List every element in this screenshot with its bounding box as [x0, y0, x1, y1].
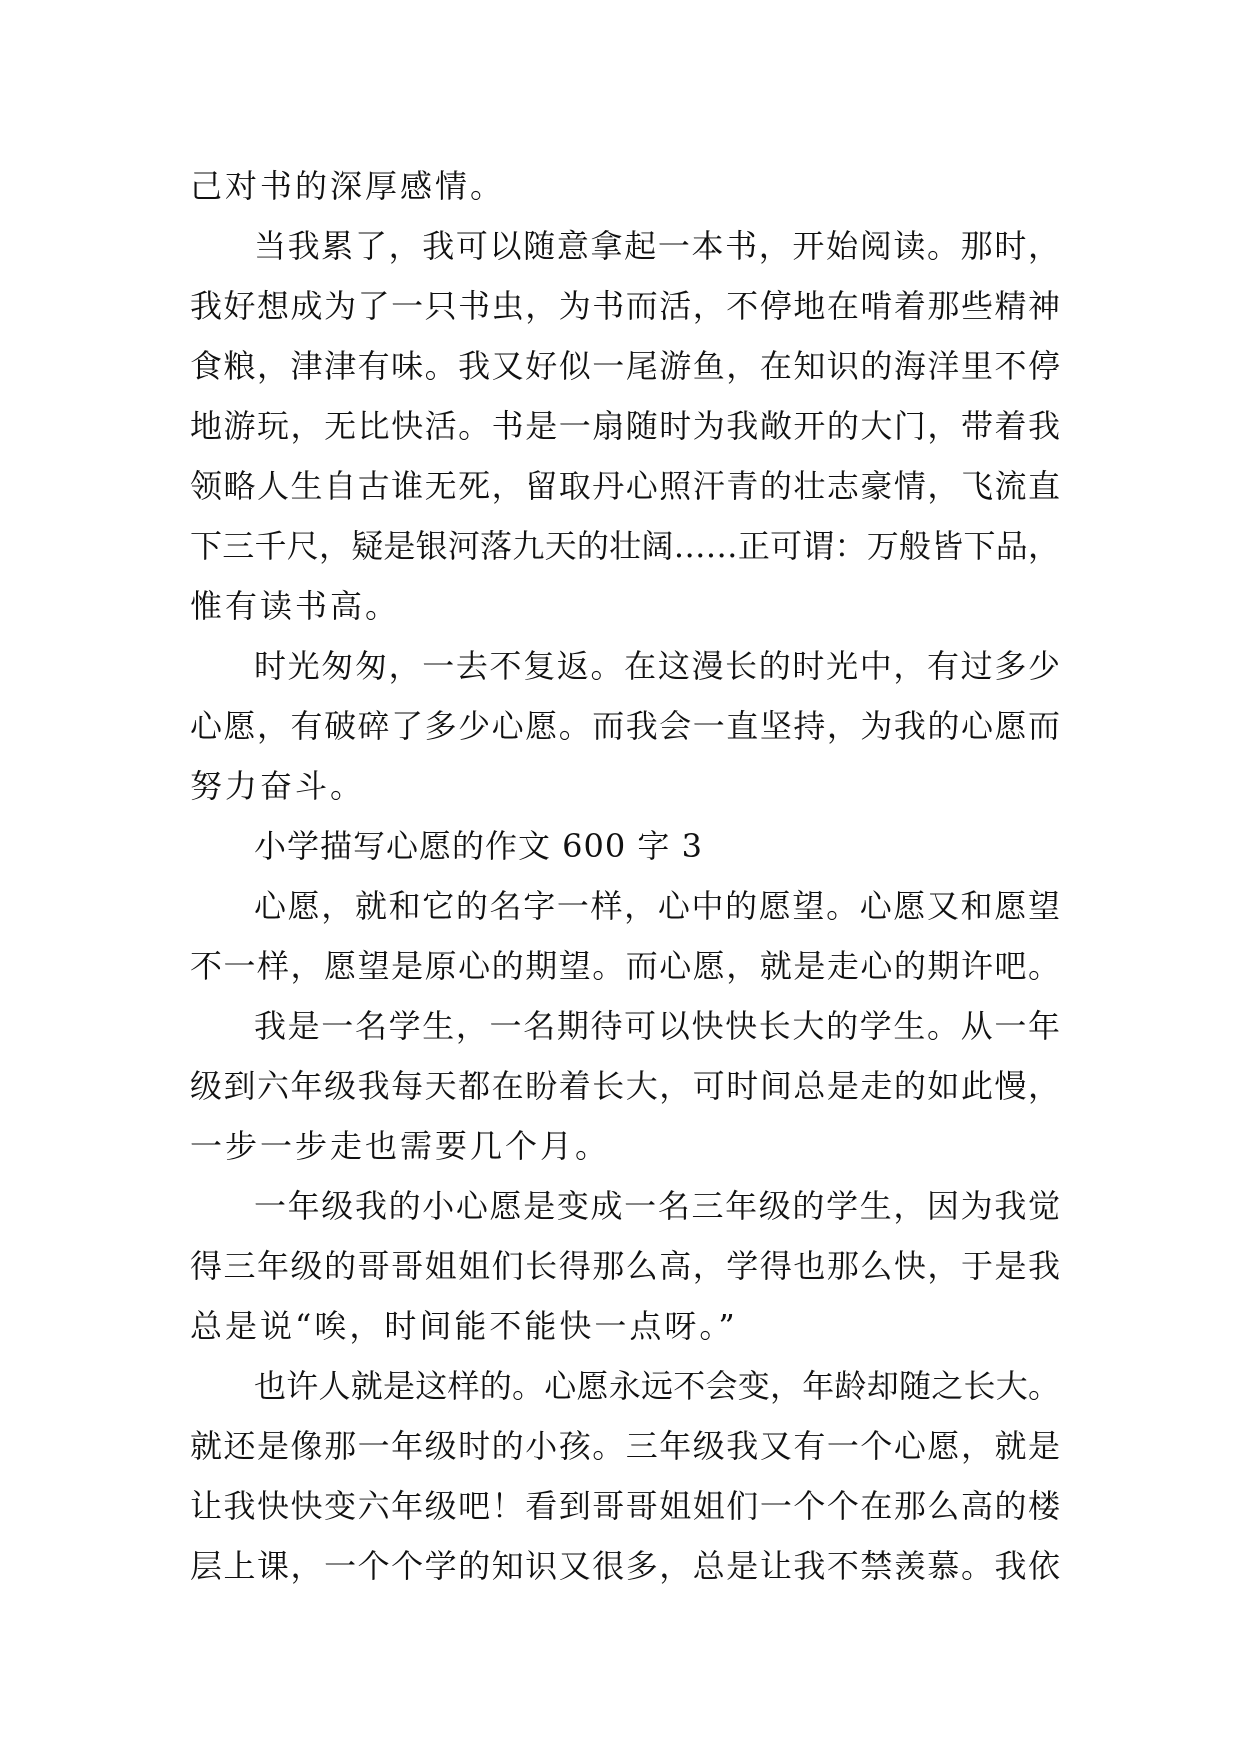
paragraph-first-line: 心愿，就和它的名字一样，心中的愿望。心愿又和愿望	[254, 887, 1060, 925]
text-line: 层上课，一个个学的知识又很多，总是让我不禁羡慕。我依	[190, 1547, 1060, 1585]
text-line: 领略人生自古谁无死，留取丹心照汗青的壮志豪情，飞流直	[190, 467, 1060, 505]
text-line: 食粮，津津有味。我又好似一尾游鱼，在知识的海洋里不停	[190, 347, 1060, 385]
paragraph-first-line: 也许人就是这样的。心愿永远不会变，年龄却随之长大。	[254, 1367, 1060, 1405]
text-line: 下三千尺，疑是银河落九天的壮阔……正可谓：万般皆下品，	[190, 527, 1060, 565]
text-line: 让我快快变六年级吧！看到哥哥姐姐们一个个在那么高的楼	[190, 1487, 1060, 1525]
text-line: 就还是像那一年级时的小孩。三年级我又有一个心愿，就是	[190, 1427, 1060, 1465]
paragraph-first-line: 当我累了，我可以随意拿起一本书，开始阅读。那时，	[254, 227, 1060, 265]
paragraph-first-line: 时光匆匆，一去不复返。在这漫长的时光中，有过多少	[254, 647, 1060, 685]
section-heading: 小学描写心愿的作文 600 字 3	[254, 827, 703, 865]
text-line: 地游玩，无比快活。书是一扇随时为我敞开的大门，带着我	[190, 407, 1060, 445]
text-line: 级到六年级我每天都在盼着长大，可时间总是走的如此慢，	[190, 1067, 1060, 1105]
text-line: 一步一步走也需要几个月。	[190, 1127, 611, 1165]
text-line: 努力奋斗。	[190, 767, 366, 805]
text-line: 总是说“唉，时间能不能快一点呀。”	[190, 1307, 738, 1345]
text-line: 心愿，有破碎了多少心愿。而我会一直坚持，为我的心愿而	[190, 707, 1060, 745]
text-line: 不一样，愿望是原心的期望。而心愿，就是走心的期许吧。	[190, 947, 1060, 985]
text-line: 惟有读书高。	[190, 587, 401, 625]
text-line: 得三年级的哥哥姐姐们长得那么高，学得也那么快，于是我	[190, 1247, 1060, 1285]
text-line: 己对书的深厚感情。	[190, 167, 506, 205]
paragraph-first-line: 一年级我的小心愿是变成一名三年级的学生，因为我觉	[254, 1187, 1060, 1225]
text-line: 我好想成为了一只书虫，为书而活，不停地在啃着那些精神	[190, 287, 1060, 325]
paragraph-first-line: 我是一名学生，一名期待可以快快长大的学生。从一年	[254, 1007, 1060, 1045]
